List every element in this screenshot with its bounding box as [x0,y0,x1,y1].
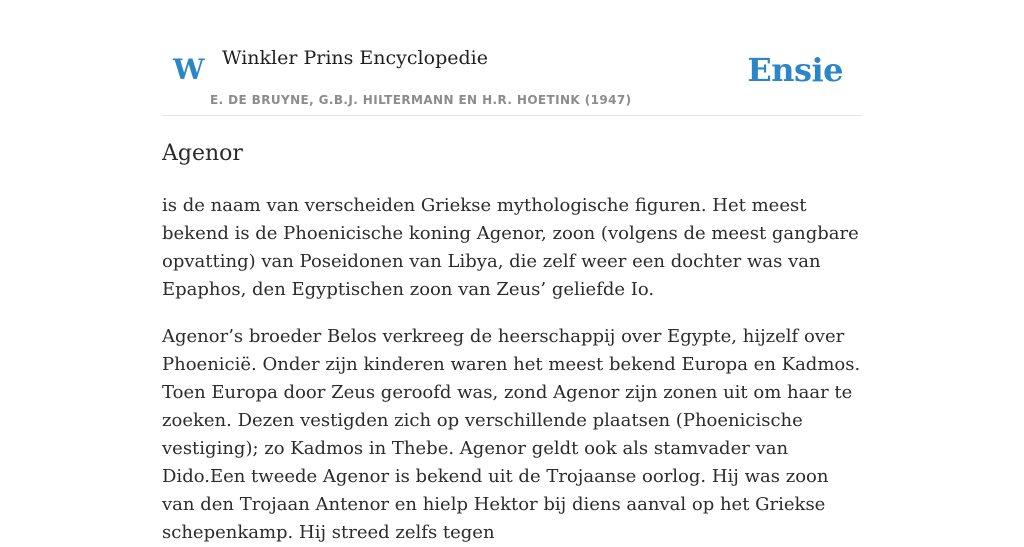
work-authors: E. DE BRUYNE, G.B.J. HILTERMANN EN H.R. HOETINK (1947) [210,93,632,107]
work-title-link[interactable]: Winkler Prins Encyclopedie [222,47,488,69]
article-paragraph: Agenor’s broeder Belos verkreeg de heerschappij over Egypte, hijzelf over Phoenicië. Onder zijn kinderen waren het meest bekend Europa en Kadmos. Toen Europa door Zeus geroofd was, zond Agenor zijn zonen uit om haar te zoeken. Dezen vestigden zich op verschillende plaatsen (Phoenicische vestiging); zo Kadmos in Thebe. Agenor geldt ook als stamvader van Dido.Een tweede Agenor is bekend uit de Trojaanse oorlog. Hij was zoon van den Trojaan Antenor en hielp Hektor bij diens aanval op het Griekse schepenkamp. Hij streed zelfs tegen [162,326,861,543]
article [162,138,862,547]
article-paragraph: is de naam van verscheiden Griekse mythologische figuren. Het meest bekend is de Phoenicische koning Agenor, zoon (volgens de meest gangbare opvatting) van Poseidonen van Libya, die zelf weer een dochter was van Epaphos, den Egyptischen zoon van Zeus’ geliefde Io. [162,195,859,300]
work-logo-icon[interactable]: W [173,53,205,86]
article-title: Agenor [162,141,243,166]
work-header [162,40,862,116]
ensie-logo[interactable]: Ensie [747,51,843,89]
